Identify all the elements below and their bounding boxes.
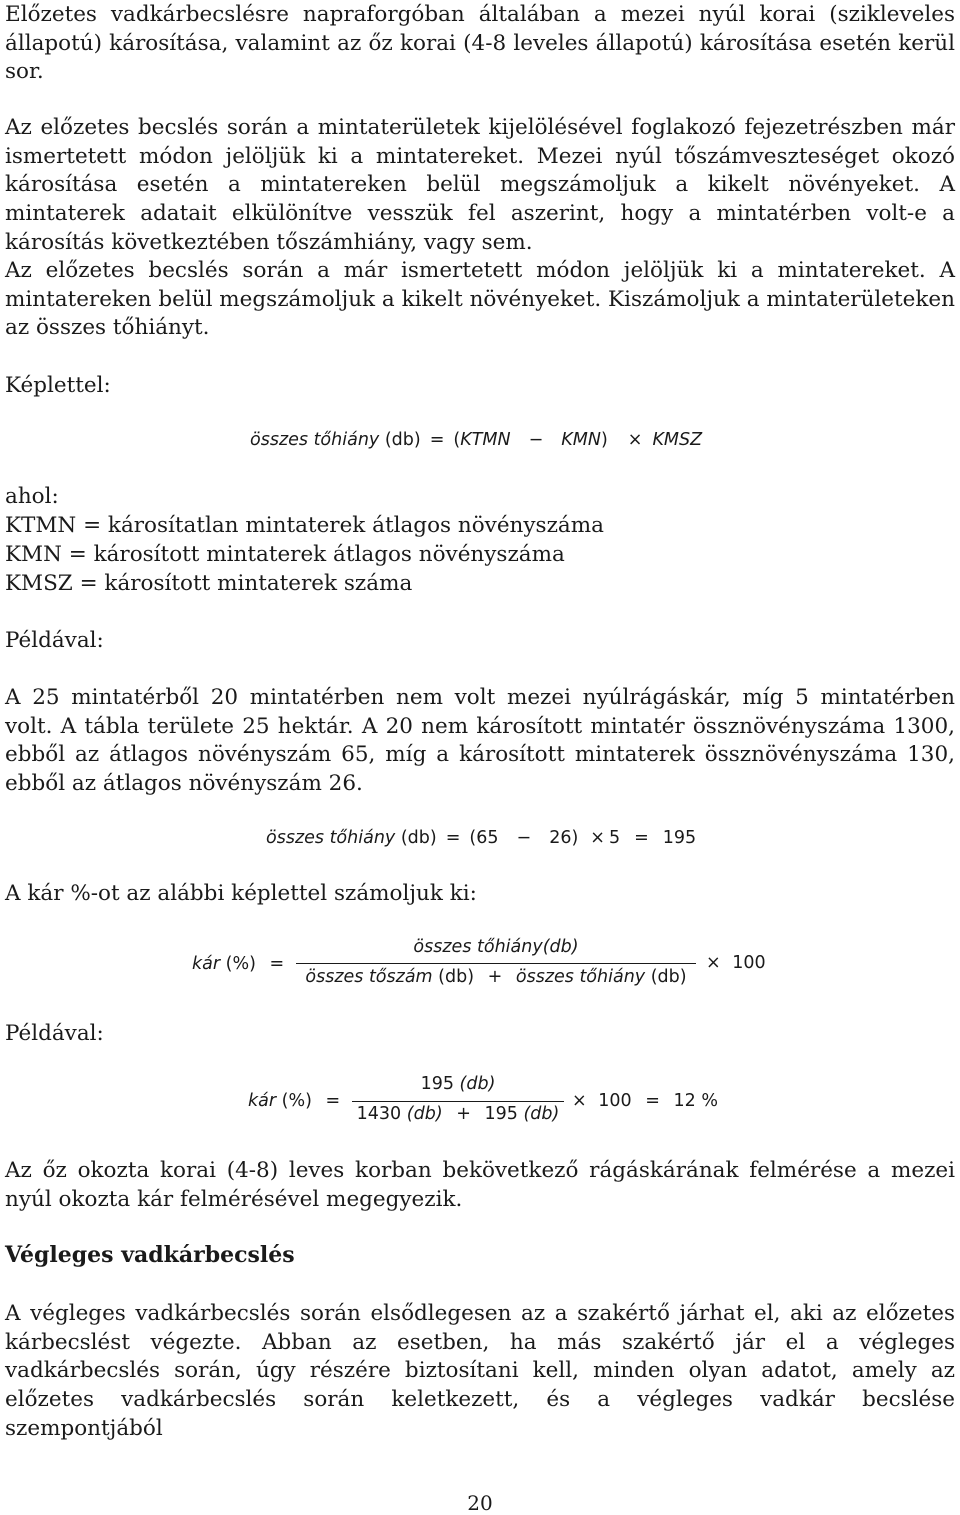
formula3-lhs: kár — [192, 954, 221, 974]
formula3-eq: = — [269, 954, 285, 974]
formula4-den-a-unit: (db) — [406, 1104, 443, 1124]
formula4-fraction-bar — [352, 1101, 564, 1102]
formula3-den-b-unit: (db) — [650, 967, 687, 987]
formula2-lhs: összes tőhiány — [266, 828, 396, 848]
paragraph-final-estimate: A végleges vadkárbecslés során elsődlegesen az a szakértő járhat el, aki az előzetes kárbecslést végezte. Abban az esetben, ha más szakértő jár el a végleges vadkárbecslés során, úgy részére biztosítani kell, minden olyan adatot, amely az előzetes vadkárbecslés során keletkezett, és a végleges vadkár becslése szempontjából — [5, 1301, 955, 1441]
formula4-num-unit: (db) — [459, 1074, 496, 1094]
paragraph-damage-percent-intro: A kár %-ot az alábbi képlettel számoljuk ki: — [5, 881, 477, 906]
formula4-den-b-unit: (db) — [523, 1104, 560, 1124]
paragraph-intro: Előzetes vadkárbecslésre napraforgóban általában a mezei nyúl korai (szikleveles állapotú) károsítása, valamint az őz korai (4-8 leveles állapotú) károsítása esetén kerül sor. — [5, 2, 955, 85]
formula2-lhs-unit: (db) — [400, 828, 437, 848]
formula4-den-a: 1430 — [356, 1104, 402, 1124]
section-heading-final-estimate: Végleges vadkárbecslés — [5, 1242, 295, 1268]
formula2-minus: − — [516, 828, 532, 848]
formula2-eq2: = — [634, 828, 649, 848]
formula3-plus: + — [487, 967, 503, 987]
formula3-den-b: összes tőhiány — [515, 967, 646, 987]
paragraph-roe-deer: Az őz okozta korai (4-8) leves korban bekövetkező rágáskárának felmérése a mezei nyúl okozta kár felmérésével megegyezik. — [5, 1158, 955, 1212]
formula4-factor: 100 — [598, 1091, 632, 1111]
definition-ktmn: KTMN = károsítatlan mintaterek átlagos növényszáma — [5, 513, 604, 538]
formula3-fraction-bar — [296, 963, 696, 964]
formula-lhs-unit: (db) — [384, 430, 421, 450]
label-where: ahol: — [5, 484, 59, 509]
paragraph-preliminary-estimate: Az előzetes becslés során a mintaterületek kijelölésével foglakozó fejezetrészben már ismertetett módon jelöljük ki a mintatereket. Mezei nyúl tőszámveszteséget okozó károsítása esetén a mintatereken belül megszámoljuk a kikelt növényeket. A mintaterek adatait elkülönítve vesszük fel aszerint, hogy a mintatérben volt-e a károsítás következtében tőszámhiány, vagy sem. — [5, 115, 955, 255]
formula4-den-b: 195 — [484, 1104, 518, 1124]
formula4-numerator — [352, 1074, 564, 1094]
formula2-eq: = — [445, 828, 461, 848]
formula4-lhs: kár — [248, 1091, 277, 1111]
formula3-factor: 100 — [732, 953, 766, 973]
label-example-1: Példával: — [5, 628, 104, 653]
formula4-times: × — [572, 1091, 587, 1111]
definitions-list — [5, 512, 604, 598]
formula3-num-text: összes tőhiány(db) — [413, 937, 579, 957]
formula-eq: = — [429, 430, 445, 450]
label-example-2: Példával: — [5, 1021, 104, 1046]
formula-times: × — [627, 430, 643, 450]
formula4-result: 12 % — [673, 1091, 718, 1111]
formula-kmn: KMN — [561, 430, 601, 450]
formula-lhs: összes tőhiány — [250, 430, 380, 450]
formula4-eq: = — [325, 1091, 341, 1111]
formula-ktmn: KTMN — [460, 430, 511, 450]
paragraph-example-data: A 25 mintatérből 20 mintatérben nem volt mezei nyúlrágáskár, míg 5 mintatérben volt. A tábla területe 25 hektár. A 20 nem károsított mintatér össznövényszáma 1300, ebből az átlagos növényszám 65, míg a károsított mintaterek össznövényszáma 130, ebből az átlagos növényszám 26. — [5, 685, 955, 797]
paragraph-counting: Az előzetes becslés során a már ismertetett módon jelöljük ki a mintatereket. A mintatereken belül megszámoljuk a kikelt növényeket. Kiszámoljuk a mintaterületeken az összes tőhiányt. — [5, 258, 955, 341]
formula3-den-a: összes tőszám — [305, 967, 433, 987]
formula3-numerator — [296, 937, 696, 957]
formula2-times: × — [590, 828, 605, 848]
formula2-a: 65 — [476, 828, 499, 848]
label-formula: Képlettel: — [5, 373, 111, 398]
formula4-num: 195 — [420, 1074, 454, 1094]
formula-total-missing: összes tőhiány (db) = (KTMN − KMN) × KMSZ — [250, 430, 703, 450]
formula2-b: 26 — [549, 828, 572, 848]
formula3-denominator — [296, 967, 696, 987]
definition-kmn: KMN = károsított mintaterek átlagos növényszáma — [5, 541, 565, 567]
formula4-denominator — [352, 1104, 564, 1124]
formula4-eq2: = — [645, 1091, 660, 1111]
page-number: 20 — [467, 1491, 493, 1515]
formula-minus: − — [528, 430, 544, 450]
formula4-lhs-unit: (%) — [281, 1091, 312, 1111]
formula3-times: × — [706, 953, 721, 973]
formula3-lhs-unit: (%) — [225, 954, 256, 974]
formula2-result: 195 — [662, 828, 697, 848]
formula3-den-a-unit: (db) — [438, 967, 475, 987]
formula-example-total-missing: összes tőhiány (db) = (65 − 26) × 5 = 195 — [266, 828, 697, 848]
formula4-plus: + — [456, 1104, 471, 1124]
formula-kmsz: KMSZ — [652, 430, 703, 450]
definition-kmsz: KMSZ = károsított mintaterek száma — [5, 570, 413, 596]
formula2-c: 5 — [608, 828, 621, 848]
